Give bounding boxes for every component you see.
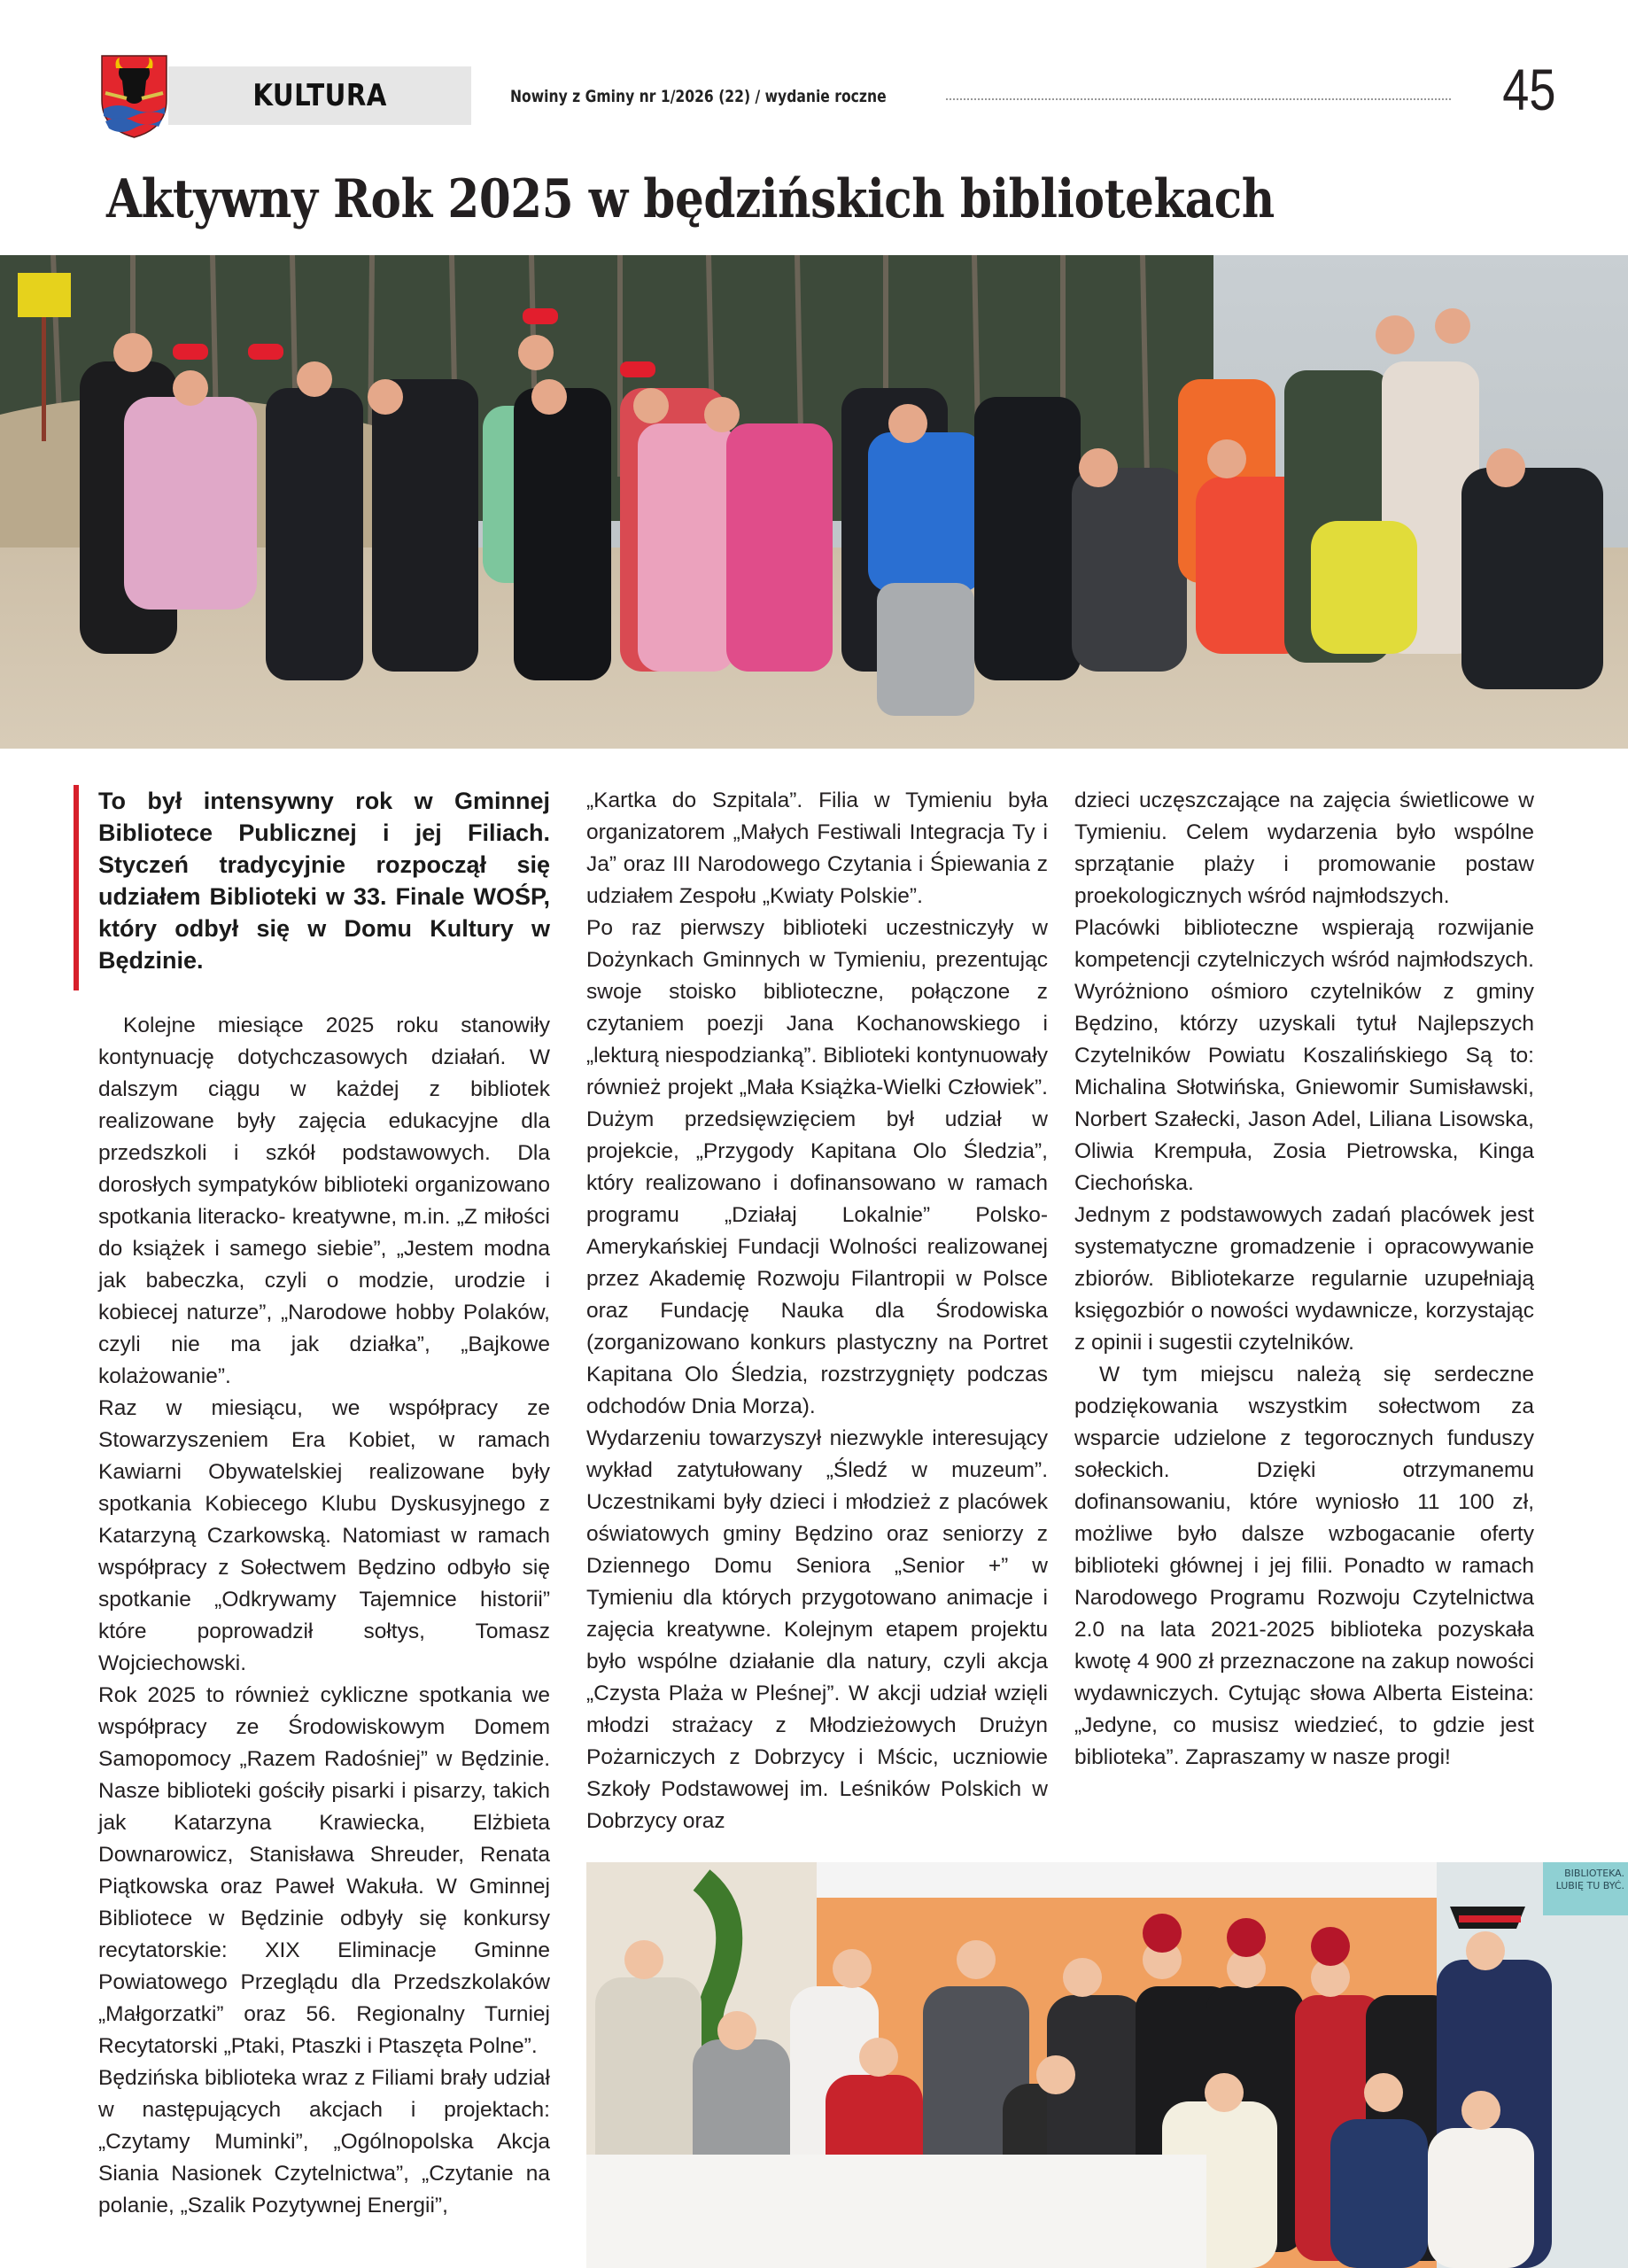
paragraph: Po raz pierwszy biblioteki uczestniczyły w Dożynkach Gminnych w Tymieniu, prezentując swoje stoisko biblioteczne, połączone z czytaniem poezji Jana Kochanowskiego i „lekturą niespodzianką”. Biblioteki kontynuowały również projekt „Mała Książka-Wielki Człowiek”. Dużym przedsięwzięciem był udział w projekcie, „Przygody Kapitana Olo Śledzia”, który realizowano i dofinansowano w ramach programu „Działaj Lokalnie” Polsko-Amerykańskiej Fundacji Wolności realizowanej przez Akademię Rozwoju Filantropii w Polsce oraz Fundację Nauka dla Środowiska (zorganizowano konkurs plastyczny na Portret Kapitana Olo Śledzia, rozstrzygnięty podczas odchodów Dnia Morza).: [586, 916, 1048, 1418]
article-column-3: [1074, 785, 1534, 1774]
article-column-1: [98, 1010, 550, 2222]
paragraph: Kolejne miesiące 2025 roku stanowiły kontynuację dotychczasowych działań. W dalszym ciągu w każdej z bibliotek realizowane były zajęcia edukacyjne dla przedszkoli i szkół podstawowych. Dla dorosłych sympatyków biblioteki organizowano spotkania literacko- kreatywne, m.in. „Z miłości do książek i samego siebie”, „Jestem modna jak babeczka, czyli o modzie, urodzie i kobiecej naturze”, „Narodowe hobby Polaków, czyli nie ma jak działka”, „Bajkowe kolażowanie”.: [98, 1014, 550, 1388]
sign-line: LUBIĘ TU BYĆ.: [1555, 1880, 1624, 1891]
paragraph: W tym miejscu należą się serdeczne podziękowania wszystkim sołectwom za wsparcie udzielone z tegorocznych funduszy sołeckich. Dzięki otrzymanemu dofinansowaniu, które wyniosło 11 100 zł, możliwe było dalsze wzbogacanie oferty biblioteki głównej i jej filii. Ponadto w ramach Narodowego Programu Rozwoju Czytelnictwa 2.0 na lata 2021-2025 biblioteka pozyskała kwotę 4 900 zł przeznaczone na zakup nowości wydawniczych. Cytując słowa Alberta Eisteina: „Jedyne, co musisz wiedzieć, to gdzie jest biblioteka”. Zapraszamy w nasze progi!: [1074, 1363, 1534, 1769]
paragraph: „Kartka do Szpitala”. Filia w Tymieniu była organizatorem „Małych Festiwali Integracja Ty i Ja” oraz III Narodowego Czytania i Śpiewania z udziałem Zespołu „Kwiaty Polskie”.: [586, 788, 1048, 908]
article-lead: To był intensywny rok w Gminnej Bibliotece Publicznej i jej Filiach. Styczeń tradycyjnie rozpoczął się udziałem Biblioteki w 33. Finale WOŚP, który odbył się w Domu Kultury w Będzinie.: [98, 788, 550, 974]
sign-line: BIBLIOTEKA.: [1564, 1868, 1624, 1879]
paragraph: Rok 2025 to również cykliczne spotkania we współpracy ze Środowiskowym Domem Samopomocy „Razem Radośniej” w Będzinie. Nasze biblioteki gościły pisarki i pisarzy, takich jak Katarzyna Krawiecka, Elżbieta Downarowicz, Stanisława Shreuder, Renata Piątkowska oraz Paweł Wakuła. W Gminnej Bibliotece w Będzinie odbyły się konkursy recytatorskie: XIX Eliminacje Gminne Powiatowego Przeglądu dla Przedszkolaków „Małgorzatki” oraz 56. Regionalny Turniej Recytatorski „Ptaki, Ptaszki i Ptaszęta Polne”.: [98, 1683, 550, 2058]
beach-cleanup-group-photo: [0, 255, 1628, 749]
paragraph: Placówki biblioteczne wspierają rozwijanie kompetencji czytelniczych wśród najmłodszych. Wyróżniono ośmioro czytelników z gminy Będzino, którzy uzyskali tytuł Najlepszych Czytelników Powiatu Koszalińskiego Są to: Michalina Słotwińska, Gniewomir Sumisławski, Norbert Szałecki, Jason Adel, Liliana Lisowska, Oliwia Krempuła, Zosia Pietrowska, Kinga Ciechońska.: [1074, 916, 1534, 1195]
section-name: KULTURA: [252, 78, 387, 113]
paragraph: Raz w miesiącu, we współpracy ze Stowarzyszeniem Era Kobiet, w ramach Kawiarni Obywatelskiej realizowane były spotkania Kobiecego Klubu Dyskusyjnego z Katarzyną Czarkowską. Natomiast w ramach współpracy z Sołectwem Będzino odbyło się spotkanie „Odkrywamy Tajemnice historii” które poprowadził sołtys, Tomasz Wojciechowski.: [98, 1396, 550, 1675]
article-column-2: [586, 785, 1048, 1837]
section-label: [168, 66, 471, 125]
paragraph: dzieci uczęszczające na zajęcia świetlicowe w Tymieniu. Celem wydarzenia było wspólne sprzątanie plaży i promowanie postaw proekologicznych wśród najmłodszych.: [1074, 788, 1534, 908]
lead-accent-bar: [74, 785, 79, 990]
header-dotted-rule: [946, 98, 1451, 100]
seniors-folk-ensemble-photo: [586, 1862, 1628, 2268]
article-title: Aktywny Rok 2025 w będzińskich bibliotekach: [106, 168, 1275, 230]
page-number: 45: [1501, 57, 1555, 122]
paragraph: Jednym z podstawowych zadań placówek jest systematyczne gromadzenie i opracowywanie zbiorów. Bibliotekarze regularnie uzupełniają księgozbiór o nowości wydawnicze, korzystając z opinii i sugestii czytelników.: [1074, 1203, 1534, 1355]
library-sign: [1556, 1868, 1624, 1892]
coat-of-arms-icon: [100, 54, 168, 139]
issue-info: Nowiny z Gminy nr 1/2026 (22) / wydanie roczne: [510, 87, 887, 106]
paragraph: Wydarzeniu towarzyszył niezwykle interesujący wykład zatytułowany „Śledź w muzeum”. Uczestnikami były dzieci i młodzież z placówek oświatowych gminy Będzino oraz seniorzy z Dziennego Domu Seniora „Senior +” w Tymieniu dla których przygotowano animacje i zajęcia kreatywne. Kolejnym etapem projektu było wspólne działanie dla natury, czyli akcja „Czysta Plaża w Pleśnej”. W akcji udział wzięli młodzi strażacy z Młodzieżowych Drużyn Pożarniczych z Dobrzycy i Mścic, uczniowie Szkoły Podstawowej im. Leśników Polskich w Dobrzycy oraz: [586, 1426, 1048, 1833]
paragraph: Będzińska biblioteka wraz z Filiami brały udział w następujących akcjach i projektach: „Czytamy Muminki”, „Ogólnopolska Akcja Siania Nasionek Czytelnictwa”, „Czytanie na polanie, „Szalik Pozytywnej Energii”,: [98, 2066, 550, 2218]
